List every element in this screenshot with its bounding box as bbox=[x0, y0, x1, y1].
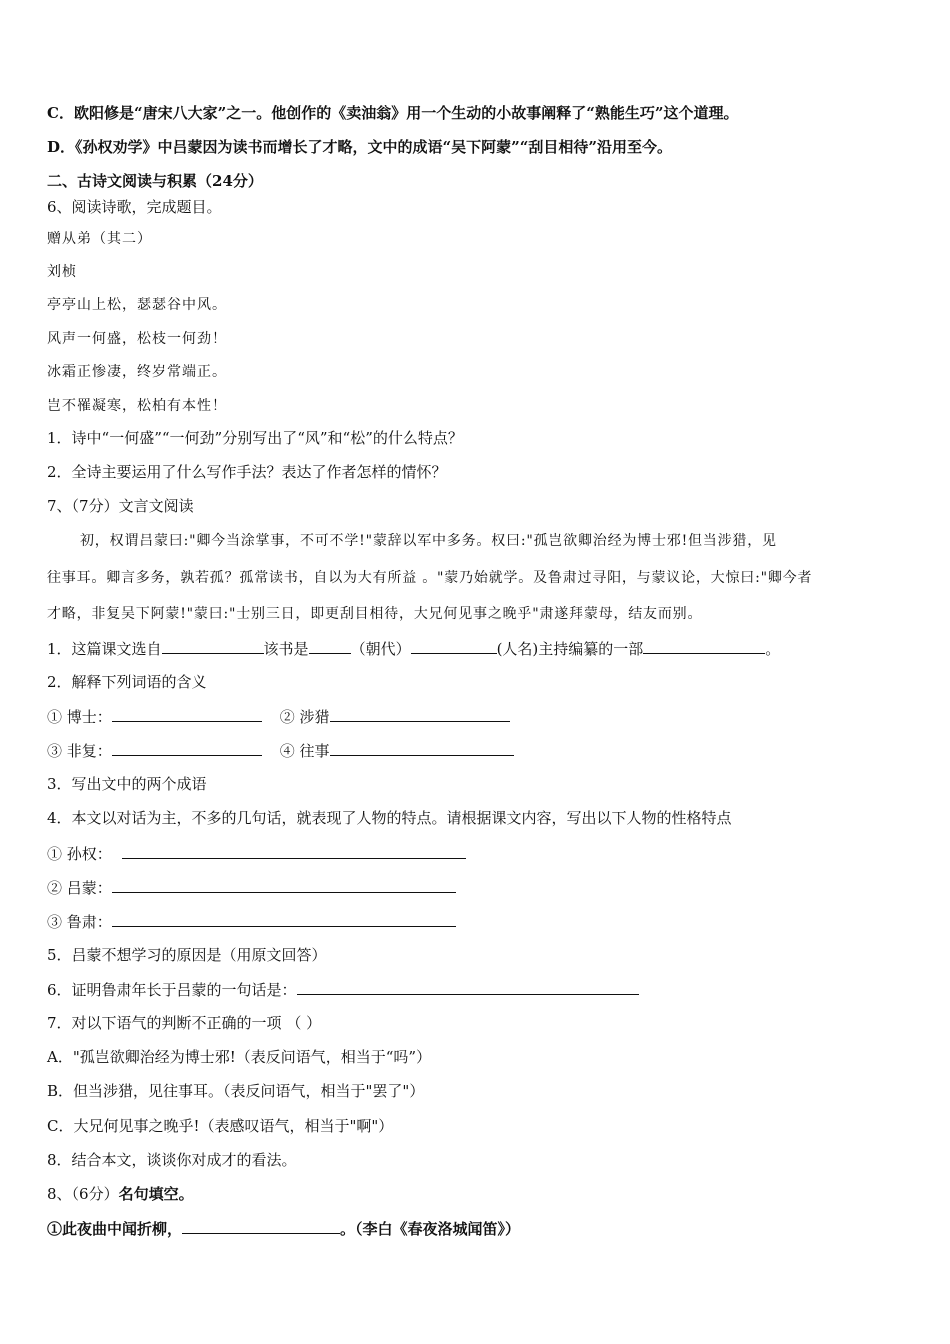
term-label: ④ 往事 bbox=[279, 742, 330, 760]
q8-item1-source: 。（李白《春夜洛城闻笛》） bbox=[340, 1220, 521, 1238]
q7-s1-text: 1．这篇课文选自 bbox=[47, 640, 162, 658]
passage-line: 往事耳。卿言多务，孰若孤？孤常读书，自以为大有所益 。"蒙乃始就学。及鲁肃过寻阳，与蒙议论，大惊曰:"卿今者 bbox=[47, 570, 813, 586]
blank-feifu[interactable] bbox=[112, 740, 262, 756]
q7-s7-option-b: B．但当涉猎，见往事耳。（表反问语气，相当于"罢了"） bbox=[47, 1082, 425, 1100]
q7-s1-text: （朝代） bbox=[350, 640, 411, 658]
blank-book-type[interactable] bbox=[643, 638, 765, 654]
term-label: ② 涉猎 bbox=[279, 708, 330, 726]
q7-s8: 8．结合本文，谈谈你对成才的看法。 bbox=[47, 1151, 297, 1169]
poem-author: 刘桢 bbox=[47, 264, 77, 280]
poem-line: 风声一何盛，松枝一何劲！ bbox=[47, 331, 227, 347]
q7-s5: 5．吕蒙不想学习的原因是（用原文回答） bbox=[47, 946, 327, 964]
blank-shelie[interactable] bbox=[330, 706, 510, 722]
q7-s2: 2．解释下列词语的含义 bbox=[47, 673, 207, 691]
blank-source[interactable] bbox=[162, 638, 264, 654]
q8-intro bbox=[47, 1184, 194, 1204]
q7-s1 bbox=[47, 638, 780, 659]
term-label: ① 博士： bbox=[47, 708, 112, 726]
term-label: ③ 非复： bbox=[47, 742, 112, 760]
blank-lusu[interactable] bbox=[112, 911, 456, 927]
q7-s3: 3．写出文中的两个成语 bbox=[47, 775, 207, 793]
q7-s4: 4．本文以对话为主，不多的几句话，就表现了人物的特点。请根据课文内容，写出以下人物的性格特点 bbox=[47, 809, 732, 827]
q7-s1-text: (人名)主持编纂的一部 bbox=[496, 640, 644, 658]
poem-line: 岂不罹凝寒，松柏有本性！ bbox=[47, 398, 227, 414]
q8-title: 名句填空。 bbox=[118, 1185, 194, 1203]
poem-line: 冰霜正惨凄，终岁常端正。 bbox=[47, 364, 227, 380]
q7-s1-text: 该书是 bbox=[263, 640, 309, 658]
poem-title: 赠从弟（其二） bbox=[47, 231, 152, 247]
q6-intro: 6、阅读诗歌，完成题目。 bbox=[47, 198, 222, 216]
q6-sub2: 2．全诗主要运用了什么写作手法？表达了作者怎样的情怀？ bbox=[47, 463, 447, 481]
passage-line: 初，权谓吕蒙曰:"卿今当涂掌事，不可不学!"蒙辞以军中多务。权曰:"孤岂欲卿治经为博士邪!但当涉猎，见 bbox=[80, 533, 777, 549]
person-label: ② 吕蒙： bbox=[47, 879, 112, 897]
blank-dynasty[interactable] bbox=[309, 638, 351, 654]
blank-wangshi[interactable] bbox=[330, 740, 514, 756]
q7-s4-lusu bbox=[47, 911, 456, 932]
q8-item1 bbox=[47, 1218, 520, 1239]
blank-person[interactable] bbox=[411, 638, 497, 654]
q7-s1-text: 。 bbox=[765, 640, 781, 658]
q7-s2-row1 bbox=[47, 706, 510, 727]
blank-lvmeng[interactable] bbox=[112, 877, 456, 893]
q6-sub1: 1．诗中“一何盛”“一何劲”分别写出了“风”和“松”的什么特点？ bbox=[47, 429, 463, 447]
blank-lusu-elder[interactable] bbox=[297, 979, 639, 995]
option-d: D．《孙权劝学》中吕蒙因为读书而增长了才略，文中的成语“吴下阿蒙”“刮目相待”沿用至今。 bbox=[47, 138, 673, 156]
q8-number: 8、（6分） bbox=[47, 1185, 119, 1203]
q7-s4-lvmeng bbox=[47, 877, 456, 898]
q8-item1-text: ①此夜曲中闻折柳， bbox=[47, 1220, 183, 1238]
q7-intro: 7、（7分）文言文阅读 bbox=[47, 497, 194, 515]
section-title: 二、古诗文阅读与积累（24分） bbox=[47, 172, 263, 190]
q7-s7: 7．对以下语气的判断不正确的一项 （ ） bbox=[47, 1014, 322, 1032]
blank-famous-line[interactable] bbox=[182, 1218, 340, 1234]
q7-s6 bbox=[47, 979, 639, 1000]
q7-s4-sunquan bbox=[47, 843, 466, 864]
blank-boshi[interactable] bbox=[112, 706, 262, 722]
passage-line: 才略，非复吴下阿蒙!"蒙曰:"士别三日，即更刮目相待，大兄何见事之晚乎"肃遂拜蒙母，结友而别。 bbox=[47, 606, 703, 622]
q7-s6-text: 6．证明鲁肃年长于吕蒙的一句话是： bbox=[47, 981, 297, 999]
q7-s2-row2 bbox=[47, 740, 514, 761]
person-label: ① 孙权： bbox=[47, 845, 112, 863]
option-c: C．欧阳修是“唐宋八大家”之一。他创作的《卖油翁》用一个生动的小故事阐释了“熟能生巧”这个道理。 bbox=[47, 104, 739, 122]
q7-s7-option-c: C．大兄何见事之晚乎!（表感叹语气，相当于"啊"） bbox=[47, 1117, 394, 1135]
blank-sunquan[interactable] bbox=[122, 843, 466, 859]
person-label: ③ 鲁肃： bbox=[47, 913, 112, 931]
poem-line: 亭亭山上松，瑟瑟谷中风。 bbox=[47, 297, 227, 313]
q7-s7-option-a: A．"孤岂欲卿治经为博士邪!（表反问语气，相当于“吗”） bbox=[47, 1048, 432, 1066]
